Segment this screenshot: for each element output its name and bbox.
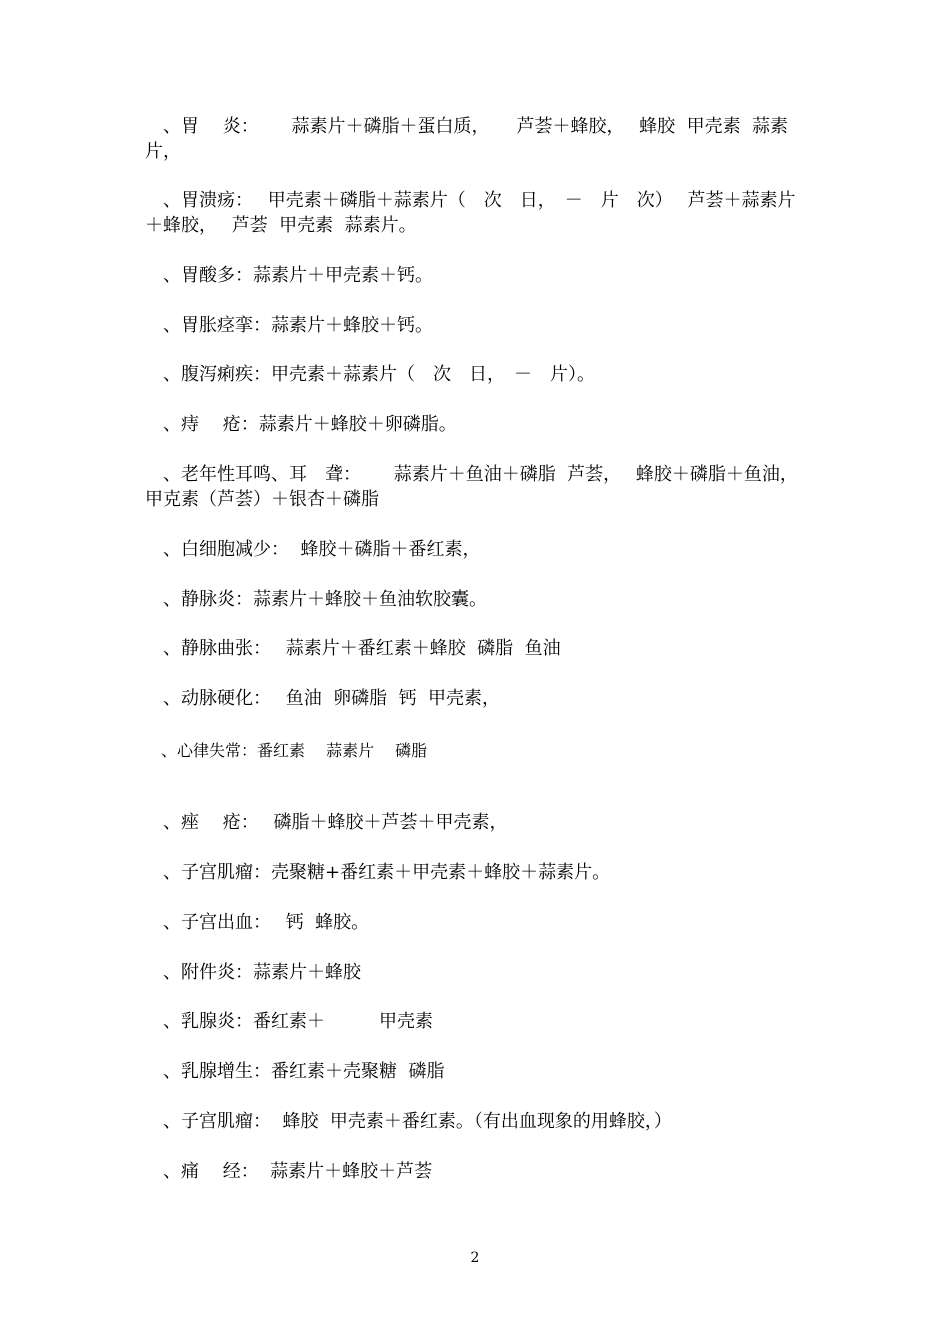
entry-dysmenorrhea: 、痛 经： 蒜素片＋蜂胶＋芦荟 bbox=[145, 1161, 433, 1182]
entry-tinnitus: 、老年性耳鸣、耳 聋： 蒜素片＋鱼油＋磷脂 芦荟， 蜂胶＋磷脂＋鱼油， 甲克素（芦荟）＋银杏＋磷脂 bbox=[145, 464, 825, 510]
entry-stomach-acid: 、胃酸多：蒜素片＋甲壳素＋钙。 bbox=[145, 265, 433, 286]
entry-stomach-inflammation: 、胃 炎： 蒜素片＋磷脂＋蛋白质， 芦荟＋蜂胶， 蜂胶 甲壳素 蒜素片， bbox=[145, 116, 789, 162]
entry-uterine-bleeding: 、子宫出血： 钙 蜂胶。 bbox=[145, 912, 370, 933]
entry-varicose-veins: 、静脉曲张： 蒜素片＋番红素＋蜂胶 磷脂 鱼油 bbox=[145, 638, 561, 659]
entry-arteriosclerosis: 、动脉硬化： 鱼油 卵磷脂 钙 甲壳素， bbox=[145, 688, 501, 709]
entry-phlebitis: 、静脉炎：蒜素片＋蜂胶＋鱼油软胶囊。 bbox=[145, 589, 487, 610]
entry-leukopenia: 、白细胞减少： 蜂胶＋磷脂＋番红素， bbox=[145, 539, 481, 560]
entry-stomach-cramp: 、胃胀痉挛：蒜素片＋蜂胶＋钙。 bbox=[145, 315, 433, 336]
page-number: 2 bbox=[470, 1250, 480, 1266]
entry-uterine-fibroid-2: 、子宫肌瘤： 蜂胶 甲壳素＋番红素。（有出血现象的用蜂胶，） bbox=[145, 1111, 672, 1132]
entry-diarrhea: 、腹泻痢疾：甲壳素＋蒜素片（ 次 日， － 片）。 bbox=[145, 364, 595, 385]
entry-breast-hyperplasia: 、乳腺增生：番红素＋壳聚糖 磷脂 bbox=[145, 1061, 445, 1082]
entry-uterine-fibroid: 、子宫肌瘤：壳聚糖+番红素＋甲壳素＋蜂胶＋蒜素片。 bbox=[145, 862, 611, 883]
entry-adnexitis: 、附件炎：蒜素片＋蜂胶 bbox=[145, 962, 361, 983]
entry-hemorrhoids: 、痔 疮：蒜素片＋蜂胶＋卵磷脂。 bbox=[145, 414, 457, 435]
entry-mastitis: 、乳腺炎：番红素＋ 甲壳素 bbox=[145, 1011, 433, 1032]
entry-arrhythmia: 、心律失常：番红素 蒜素片 磷脂 bbox=[145, 741, 428, 760]
entry-stomach-ulcer: 、胃溃疡： 甲壳素＋磷脂＋蒜素片（ 次 日， － 片 次） 芦荟＋蒜素片＋蜂胶， 芦荟 甲壳素 蒜素片。 bbox=[145, 190, 796, 236]
entry-acne: 、痤 疮： 磷脂＋蜂胶＋芦荟＋甲壳素， bbox=[145, 812, 508, 833]
